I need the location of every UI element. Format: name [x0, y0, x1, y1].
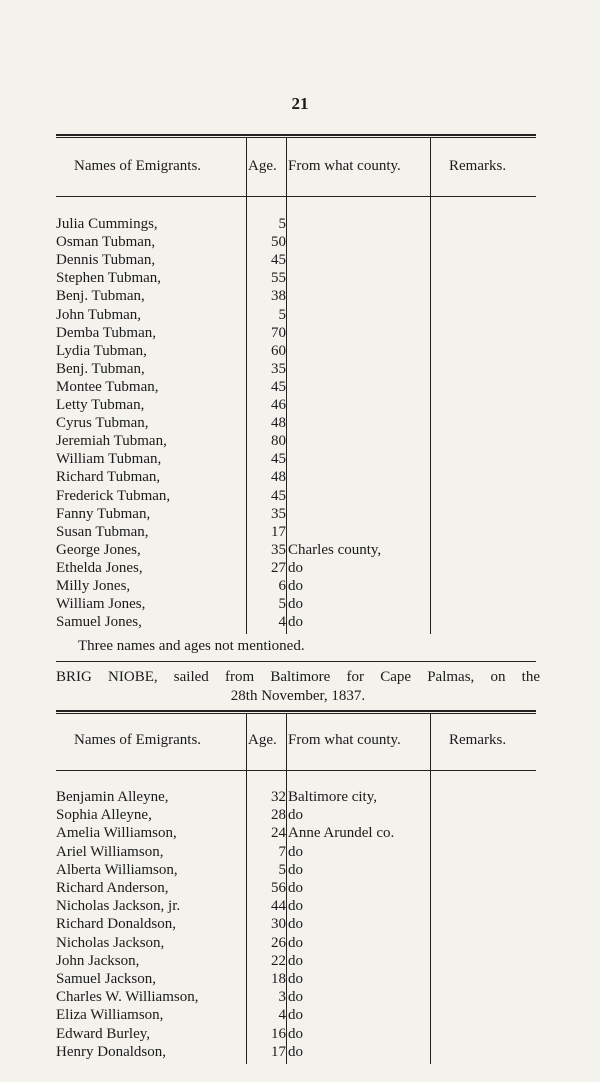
emigrant-age: 7 — [278, 843, 286, 860]
emigrant-name: Susan Tubman, — [56, 523, 149, 540]
ship-caption-line1: BRIG NIOBE, sailed from Baltimore for Cape Palmas, on the — [56, 669, 540, 685]
emigrant-age: 17 — [271, 1043, 286, 1060]
emigrant-age: 22 — [271, 952, 286, 969]
table-row — [56, 541, 536, 559]
table-row — [56, 360, 536, 378]
emigrant-name: Richard Anderson, — [56, 880, 169, 896]
emigrant-age: 46 — [271, 397, 286, 413]
table-row — [56, 559, 536, 577]
emigrant-name: Fanny Tubman, — [56, 505, 151, 522]
table-row — [56, 970, 536, 988]
table-row — [56, 897, 536, 915]
emigrant-name: Jeremiah Tubman, — [56, 433, 167, 450]
table1-top-rule — [56, 134, 536, 138]
table-row — [56, 806, 536, 824]
emigrant-county: do — [288, 614, 303, 631]
emigrant-name: John Jackson, — [56, 952, 140, 969]
emigrant-county: do — [288, 578, 303, 594]
table-row — [56, 595, 536, 613]
emigrant-county: do — [288, 861, 303, 878]
emigrant-name: Ariel Williamson, — [56, 843, 164, 860]
table2-header-county: From what county. — [288, 732, 401, 748]
emigrant-name: Letty Tubman, — [56, 397, 145, 413]
emigrant-name: Montee Tubman, — [56, 378, 159, 395]
table1-header-age: Age. — [248, 158, 277, 174]
table-row — [56, 952, 536, 970]
page-number: 21 — [291, 94, 309, 113]
emigrant-age: 27 — [271, 559, 286, 576]
emigrant-county: do — [288, 989, 303, 1006]
emigrant-county: do — [288, 934, 303, 951]
table-row — [56, 1025, 536, 1043]
emigrant-name: Benjamin Alleyne, — [56, 789, 169, 805]
emigrant-age: 45 — [271, 487, 286, 504]
emigrant-age: 4 — [278, 1007, 286, 1024]
table2-header-age: Age. — [248, 732, 277, 748]
emigrant-name: Lydia Tubman, — [56, 342, 147, 359]
emigrant-age: 50 — [271, 234, 286, 251]
emigrant-name: Richard Tubman, — [56, 469, 161, 486]
emigrant-county: do — [288, 807, 303, 824]
emigrant-age: 17 — [271, 523, 286, 540]
emigrant-county: Charles county, — [288, 541, 382, 558]
emigrant-county: do — [288, 898, 303, 915]
emigrant-age: 5 — [278, 861, 286, 878]
emigrant-age: 35 — [271, 360, 286, 377]
emigrant-age: 35 — [271, 505, 286, 522]
emigrant-age: 48 — [271, 469, 286, 486]
emigrant-age: 56 — [271, 880, 286, 896]
section-divider — [56, 661, 536, 662]
emigrant-name: Frederick Tubman, — [56, 487, 171, 504]
emigrant-age: 5 — [278, 596, 286, 613]
emigrant-county: do — [288, 971, 303, 987]
emigrant-name: Stephen Tubman, — [56, 270, 162, 287]
table2-header-names: Names of Emigrants. — [74, 732, 202, 748]
emigrant-name: Edward Burley, — [56, 1025, 150, 1042]
table2-header-rule — [56, 770, 536, 771]
emigrant-county: do — [288, 596, 303, 613]
table-row — [56, 251, 536, 269]
table-row — [56, 432, 536, 450]
emigrant-name: William Jones, — [56, 596, 146, 613]
emigrant-county: do — [288, 1025, 303, 1042]
missing-names-note: Three names and ages not mentioned. — [78, 638, 305, 654]
emigrant-county: do — [288, 880, 303, 896]
emigrant-name: Ethelda Jones, — [56, 559, 143, 576]
table-row — [56, 879, 536, 897]
ship-caption-line2: 28th November, 1837. — [230, 688, 366, 704]
emigrant-name: Alberta Williamson, — [56, 861, 178, 878]
emigrant-name: Amelia Williamson, — [56, 825, 177, 842]
table-row — [56, 843, 536, 861]
emigrant-name: Charles W. Williamson, — [56, 989, 199, 1006]
emigrant-county: do — [288, 952, 303, 969]
emigrant-name: Benj. Tubman, — [56, 288, 145, 305]
emigrant-age: 28 — [271, 807, 286, 824]
emigrant-name: Julia Cummings, — [56, 216, 158, 232]
emigrant-age: 3 — [278, 989, 286, 1006]
emigrant-age: 45 — [271, 378, 286, 395]
emigrant-name: Eliza Williamson, — [56, 1007, 164, 1024]
table-row — [56, 788, 536, 806]
table-row — [56, 934, 536, 952]
emigrant-county: do — [288, 1007, 303, 1024]
emigrant-name: William Tubman, — [56, 451, 162, 468]
emigrant-age: 24 — [271, 825, 286, 842]
emigrant-age: 45 — [271, 451, 286, 468]
table-row — [56, 306, 536, 324]
emigrant-county: do — [288, 843, 303, 860]
emigrant-age: 4 — [278, 614, 286, 631]
emigrant-county: do — [288, 559, 303, 576]
emigrant-name: Milly Jones, — [56, 578, 131, 594]
emigrant-county: do — [288, 1043, 303, 1060]
emigrant-age: 44 — [271, 898, 286, 915]
ship-caption — [56, 668, 540, 706]
table-row — [56, 233, 536, 251]
table-row — [56, 287, 536, 305]
emigrant-name: Dennis Tubman, — [56, 252, 156, 269]
table1-header-county: From what county. — [288, 158, 401, 174]
table-row — [56, 468, 536, 486]
emigrant-age: 45 — [271, 252, 286, 269]
table-row — [56, 215, 536, 233]
table-row — [56, 1006, 536, 1024]
table1-header-remarks: Remarks. — [449, 158, 507, 174]
emigrant-age: 60 — [271, 342, 286, 359]
emigrant-name: George Jones, — [56, 541, 141, 558]
emigrant-name: Demba Tubman, — [56, 324, 157, 341]
emigrant-age: 35 — [271, 541, 286, 558]
emigrant-age: 55 — [271, 270, 286, 287]
table-row — [56, 915, 536, 933]
emigrant-age: 38 — [271, 288, 286, 305]
table1-header-rule — [56, 196, 536, 197]
emigrant-name: John Tubman, — [56, 306, 142, 323]
table-row — [56, 269, 536, 287]
emigrant-name: Nicholas Jackson, — [56, 934, 165, 951]
table-row — [56, 414, 536, 432]
table-row — [56, 824, 536, 842]
table2-header-remarks: Remarks. — [449, 732, 507, 748]
emigrant-age: 5 — [278, 306, 286, 323]
table-row — [56, 523, 536, 541]
emigrant-age: 6 — [278, 578, 286, 594]
table-row — [56, 1043, 536, 1061]
emigrant-age: 18 — [271, 971, 286, 987]
emigrant-name: Richard Donaldson, — [56, 916, 176, 933]
emigrant-age: 48 — [271, 415, 286, 432]
emigrant-county: Baltimore city, — [288, 789, 378, 805]
table-row — [56, 577, 536, 595]
emigrant-name: Samuel Jackson, — [56, 971, 156, 987]
emigrant-age: 5 — [278, 216, 286, 232]
emigrant-name: Osman Tubman, — [56, 234, 156, 251]
emigrant-name: Henry Donaldson, — [56, 1043, 166, 1060]
table-row — [56, 861, 536, 879]
table1-header-names: Names of Emigrants. — [74, 158, 202, 174]
emigrant-age: 32 — [271, 789, 286, 805]
emigrant-name: Sophia Alleyne, — [56, 807, 152, 824]
table-row — [56, 396, 536, 414]
emigrant-age: 80 — [271, 433, 286, 450]
emigrant-name: Nicholas Jackson, jr. — [56, 898, 181, 915]
emigrant-county: Anne Arundel co. — [288, 825, 395, 842]
table2-top-rule — [56, 710, 536, 714]
emigrant-name: Benj. Tubman, — [56, 360, 145, 377]
emigrant-name: Samuel Jones, — [56, 614, 142, 631]
table-row — [56, 487, 536, 505]
table-row — [56, 988, 536, 1006]
table-row — [56, 342, 536, 360]
emigrant-age: 30 — [271, 916, 286, 933]
table-row — [56, 378, 536, 396]
table-row — [56, 450, 536, 468]
emigrant-county: do — [288, 916, 303, 933]
emigrant-name: Cyrus Tubman, — [56, 415, 149, 432]
table-row — [56, 324, 536, 342]
table-row — [56, 505, 536, 523]
emigrant-age: 16 — [271, 1025, 286, 1042]
emigrant-age: 26 — [271, 934, 286, 951]
table-row — [56, 613, 536, 631]
emigrant-age: 70 — [271, 324, 286, 341]
